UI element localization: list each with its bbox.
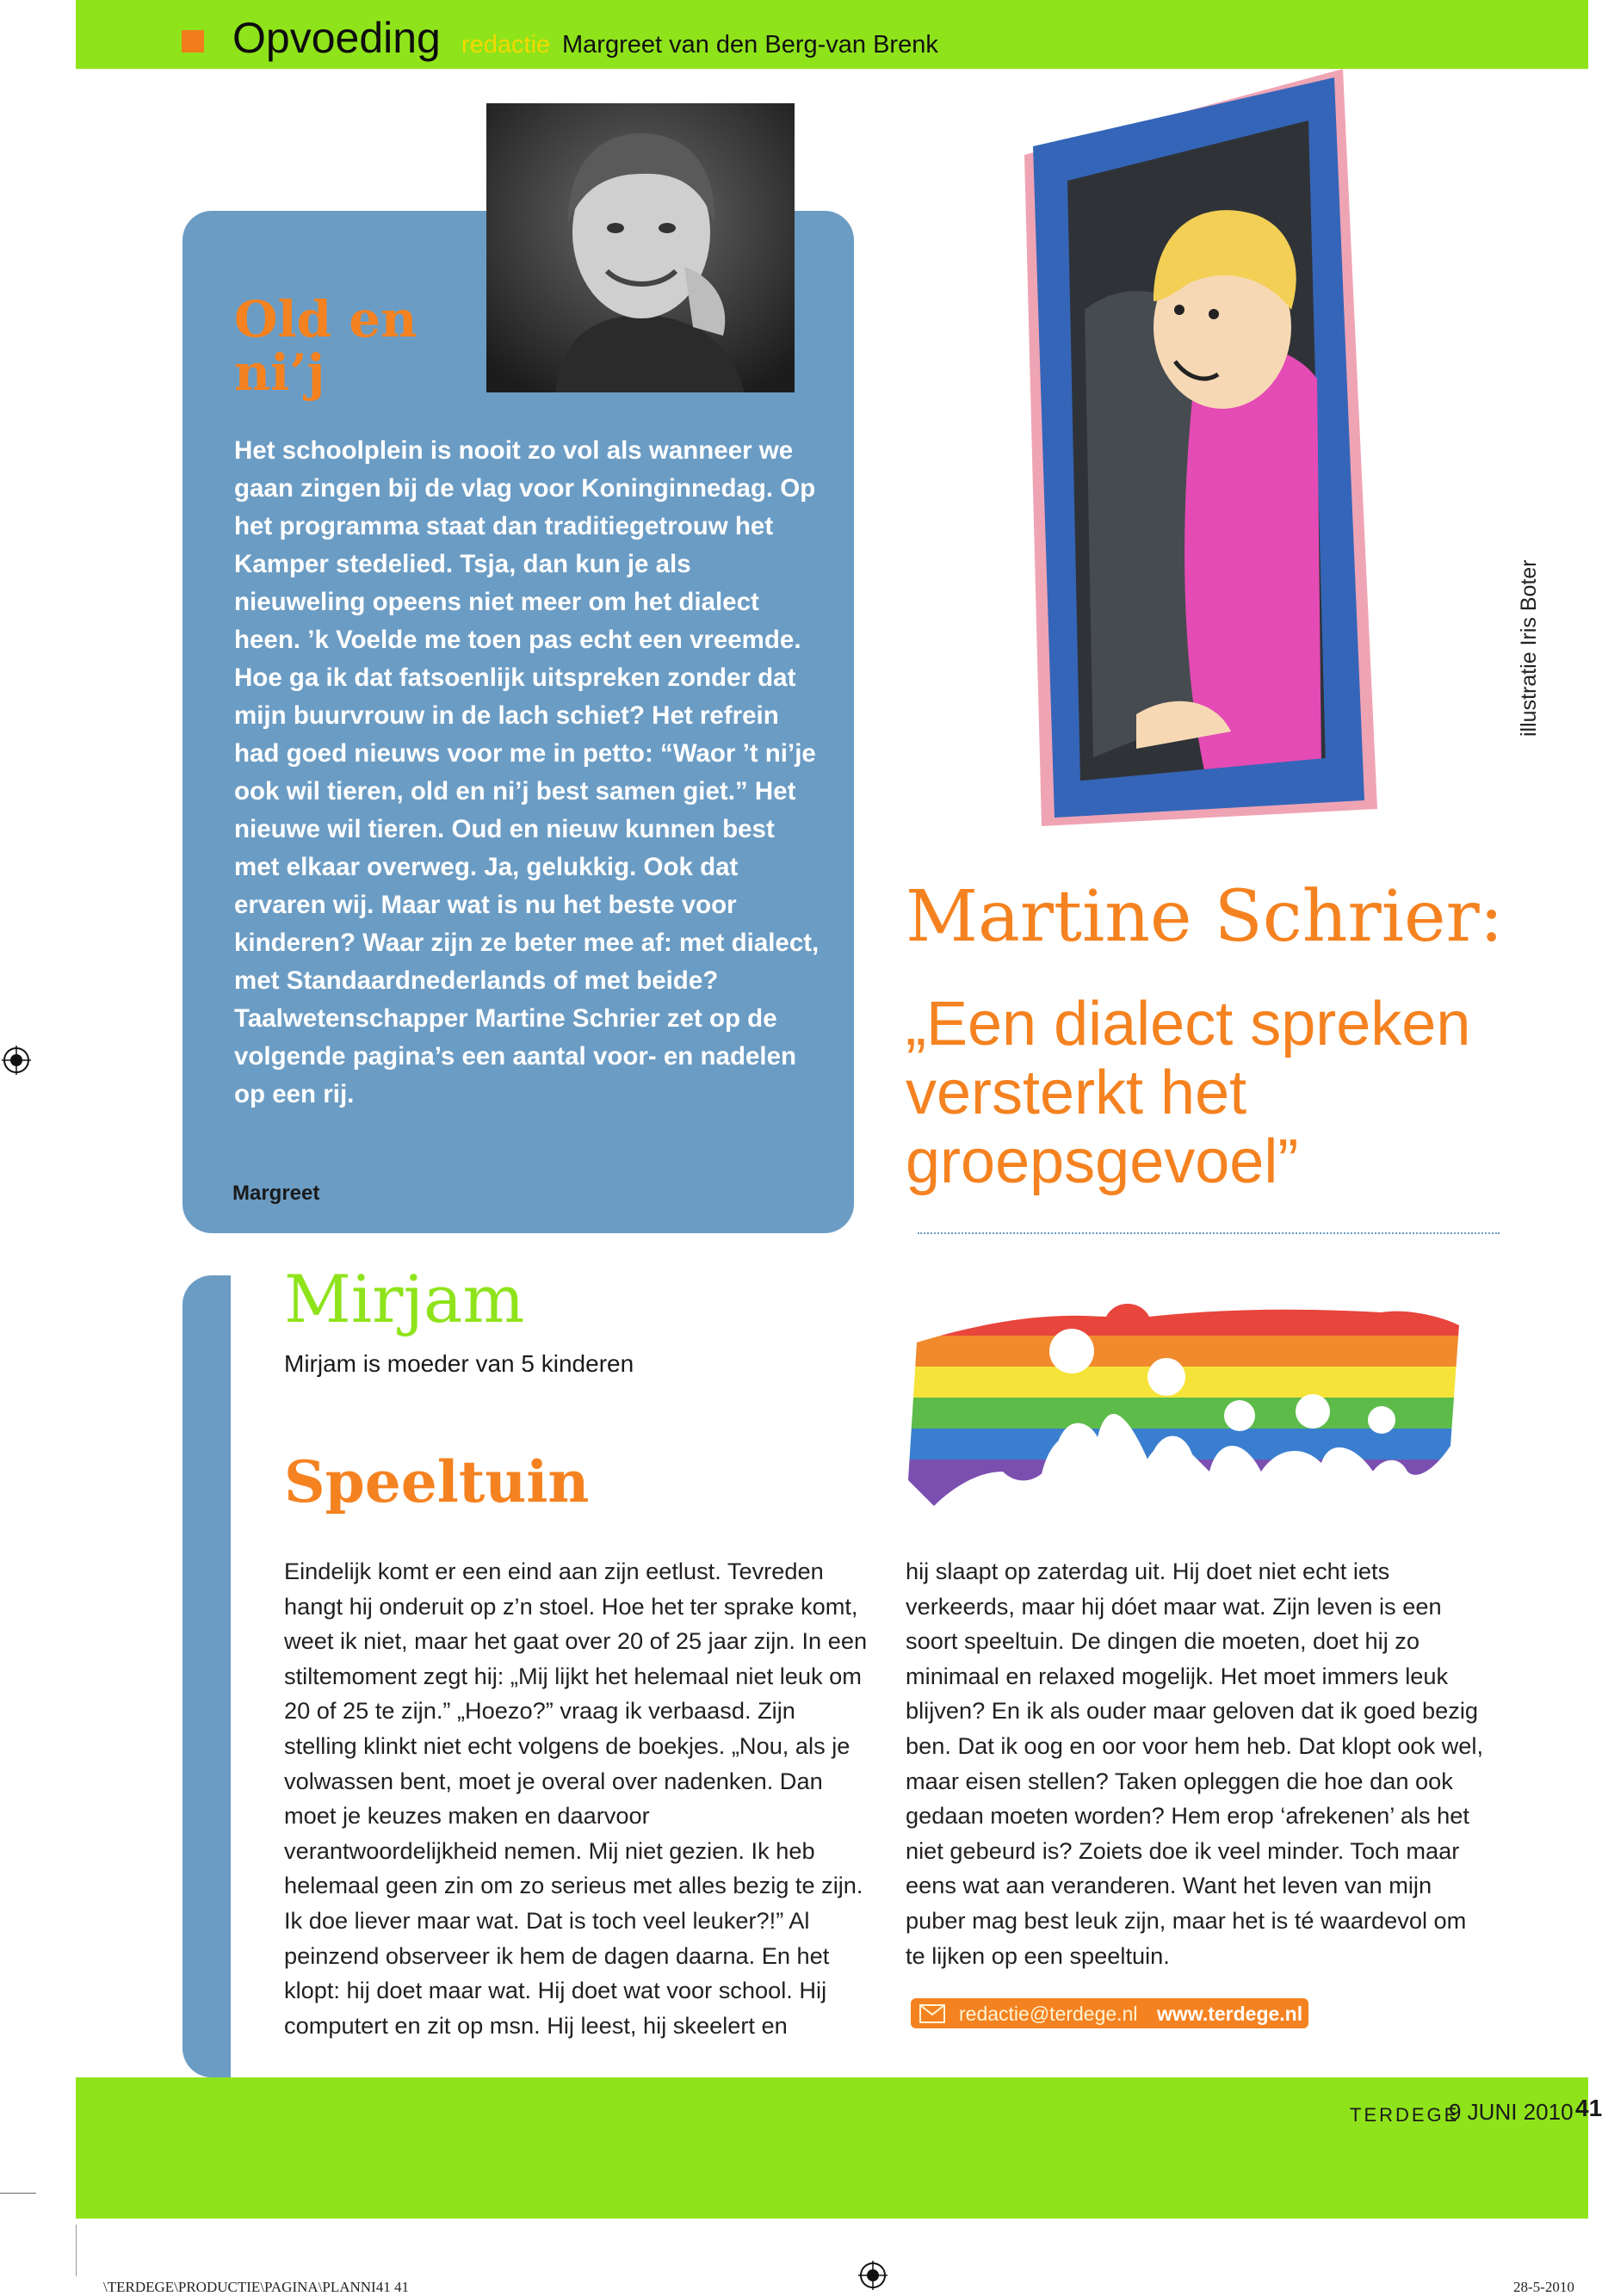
illustration-credit-text: illustratie Iris Boter bbox=[1517, 559, 1541, 737]
contact-pill bbox=[911, 1998, 1308, 2028]
mirjam-name: Mirjam bbox=[284, 1261, 525, 1337]
author-photo bbox=[486, 103, 795, 392]
column-body: Het schoolplein is nooit zo vol als wanneer we gaan zingen bij de vlag voor Koninginnedag. Op het programma staat dan traditiegetrouw het Kamper stedelied. Tsja, dan kun je als nieuweling opeens niet meer om het dialect heen. ’k Voelde me toen pas echt een vreemde. Hoe ga ik dat fatsoenlijk uitspreken zonder dat mijn buurvrouw in de lach schiet? Het refrein had goed nieuws voor me in petto: “Waor ’t ni’je ook wil tieren, old en ni’j best samen giet.” Het nieuwe wil tieren. Oud en nieuw kunnen best met elkaar overweg. Ja, gelukkig. Ook dat ervaren wij. Maar wat is nu het beste voor kinderen? Waar zijn ze beter mee af: met dialect, met Standaardnederlands of met beide? Taalwetenschapper Martine Schrier zet op de volgende pagina’s een aantal voor- en nadelen op een rij. bbox=[234, 436, 820, 1108]
section-square-icon bbox=[182, 30, 204, 52]
print-slug-date: 28-5-2010 bbox=[1513, 2279, 1574, 2295]
footer-date: 9 JUNI 2010 bbox=[1449, 2099, 1574, 2125]
mirjam-subtitle: Mirjam is moeder van 5 kinderen bbox=[284, 1350, 634, 1377]
registration-mark-icon bbox=[2, 1046, 31, 1075]
slug-divider bbox=[76, 2225, 77, 2276]
speeltuin-body-col2: hij slaapt op zaterdag uit. Hij doet niet echt iets verkeerds, maar hij dóet maar wat. Zijn leven is een soort speeltuin. De dingen die moeten, doet hij zo minimaal en relaxed mogelijk. Het moet immers leuk blijven? En ik als ouder maar geloven dat ik goed bezig ben. Dat ik oog en oor voor hem heb. Dat klopt ook wel, maar eisen stellen? Taken opleggen die hoe dan ook gedaan moeten worden? Hem erop ‘afrekenen’ als het niet gebeurd is? Zoiets doe ik veel minder. Toch maar eens wat aan veranderen. Want het leven van mijn puber mag best leuk zijn, maar het is té waardevol om te lijken op een speeltuin. bbox=[906, 1558, 1484, 1969]
headline-quote: „Een dialect spreken versterkt het groepsgevoel” bbox=[906, 990, 1471, 1196]
speeltuin-body-col1: Eindelijk komt er een eind aan zijn eetlust. Tevreden hangt hij onderuit op z’n stoel. Hoe het ter sprake komt, weet ik niet, maar het gaat over 20 of 25 jaar zijn. In een stiltemoment zegt hij: „Mij lijkt het helemaal niet leuk om 20 of 25 te zijn.” „Hoezo?” vraag ik verbaasd. Zijn stelling klinkt niet echt volgens de boekjes. „Nou, als je volwassen bent, moet je overal over nadenken. Dan moet je keuzes maken en daarvoor verantwoordelijkheid nemen. Mij niet gezien. Ik heb helemaal geen zin om zo serieus met alles bezig te zijn. Ik doe liever maar wat. Dat is toch veel leuker?!” Al peinzend observeer ik hem de dagen daarna. En het klopt: hij doet maar wat. Hij doet wat voor school. Hij computert en zit op msn. Hij leest, hij skeelert en bbox=[284, 1558, 868, 2039]
speeltuin-title: Speeltuin bbox=[284, 1448, 590, 1515]
footer-page-number: 41 bbox=[1575, 2095, 1602, 2121]
section-title: Opvoeding bbox=[232, 14, 441, 62]
column-signature: Margreet bbox=[232, 1182, 320, 1205]
mirjam-side-bar bbox=[182, 1275, 231, 2077]
redactie-label: redactie bbox=[461, 31, 551, 59]
illustration-credit bbox=[1511, 516, 1545, 740]
column-title: Old en ni’j bbox=[234, 290, 418, 402]
crop-mark bbox=[0, 2193, 36, 2194]
rainbow-silhouette-image bbox=[900, 1274, 1468, 1506]
footer-band bbox=[76, 2077, 1602, 2219]
contact-email-link[interactable]: redactie@terdege.nl bbox=[959, 2003, 1138, 2025]
headline-name: Martine Schrier: bbox=[906, 876, 1504, 958]
mail-icon bbox=[919, 2004, 945, 2023]
contact-website-link[interactable]: www.terdege.nl bbox=[1157, 2003, 1303, 2025]
window-illustration bbox=[1007, 52, 1386, 843]
print-slug-path: \TERDEGE\PRODUCTIE\PAGINA\PLANNI41 41 bbox=[103, 2279, 409, 2295]
registration-mark-icon bbox=[858, 2261, 888, 2290]
headline-divider bbox=[918, 1232, 1500, 1234]
footer-magazine: TERDEGE bbox=[1350, 2104, 1460, 2126]
editor-name: Margreet van den Berg-van Brenk bbox=[562, 31, 938, 59]
